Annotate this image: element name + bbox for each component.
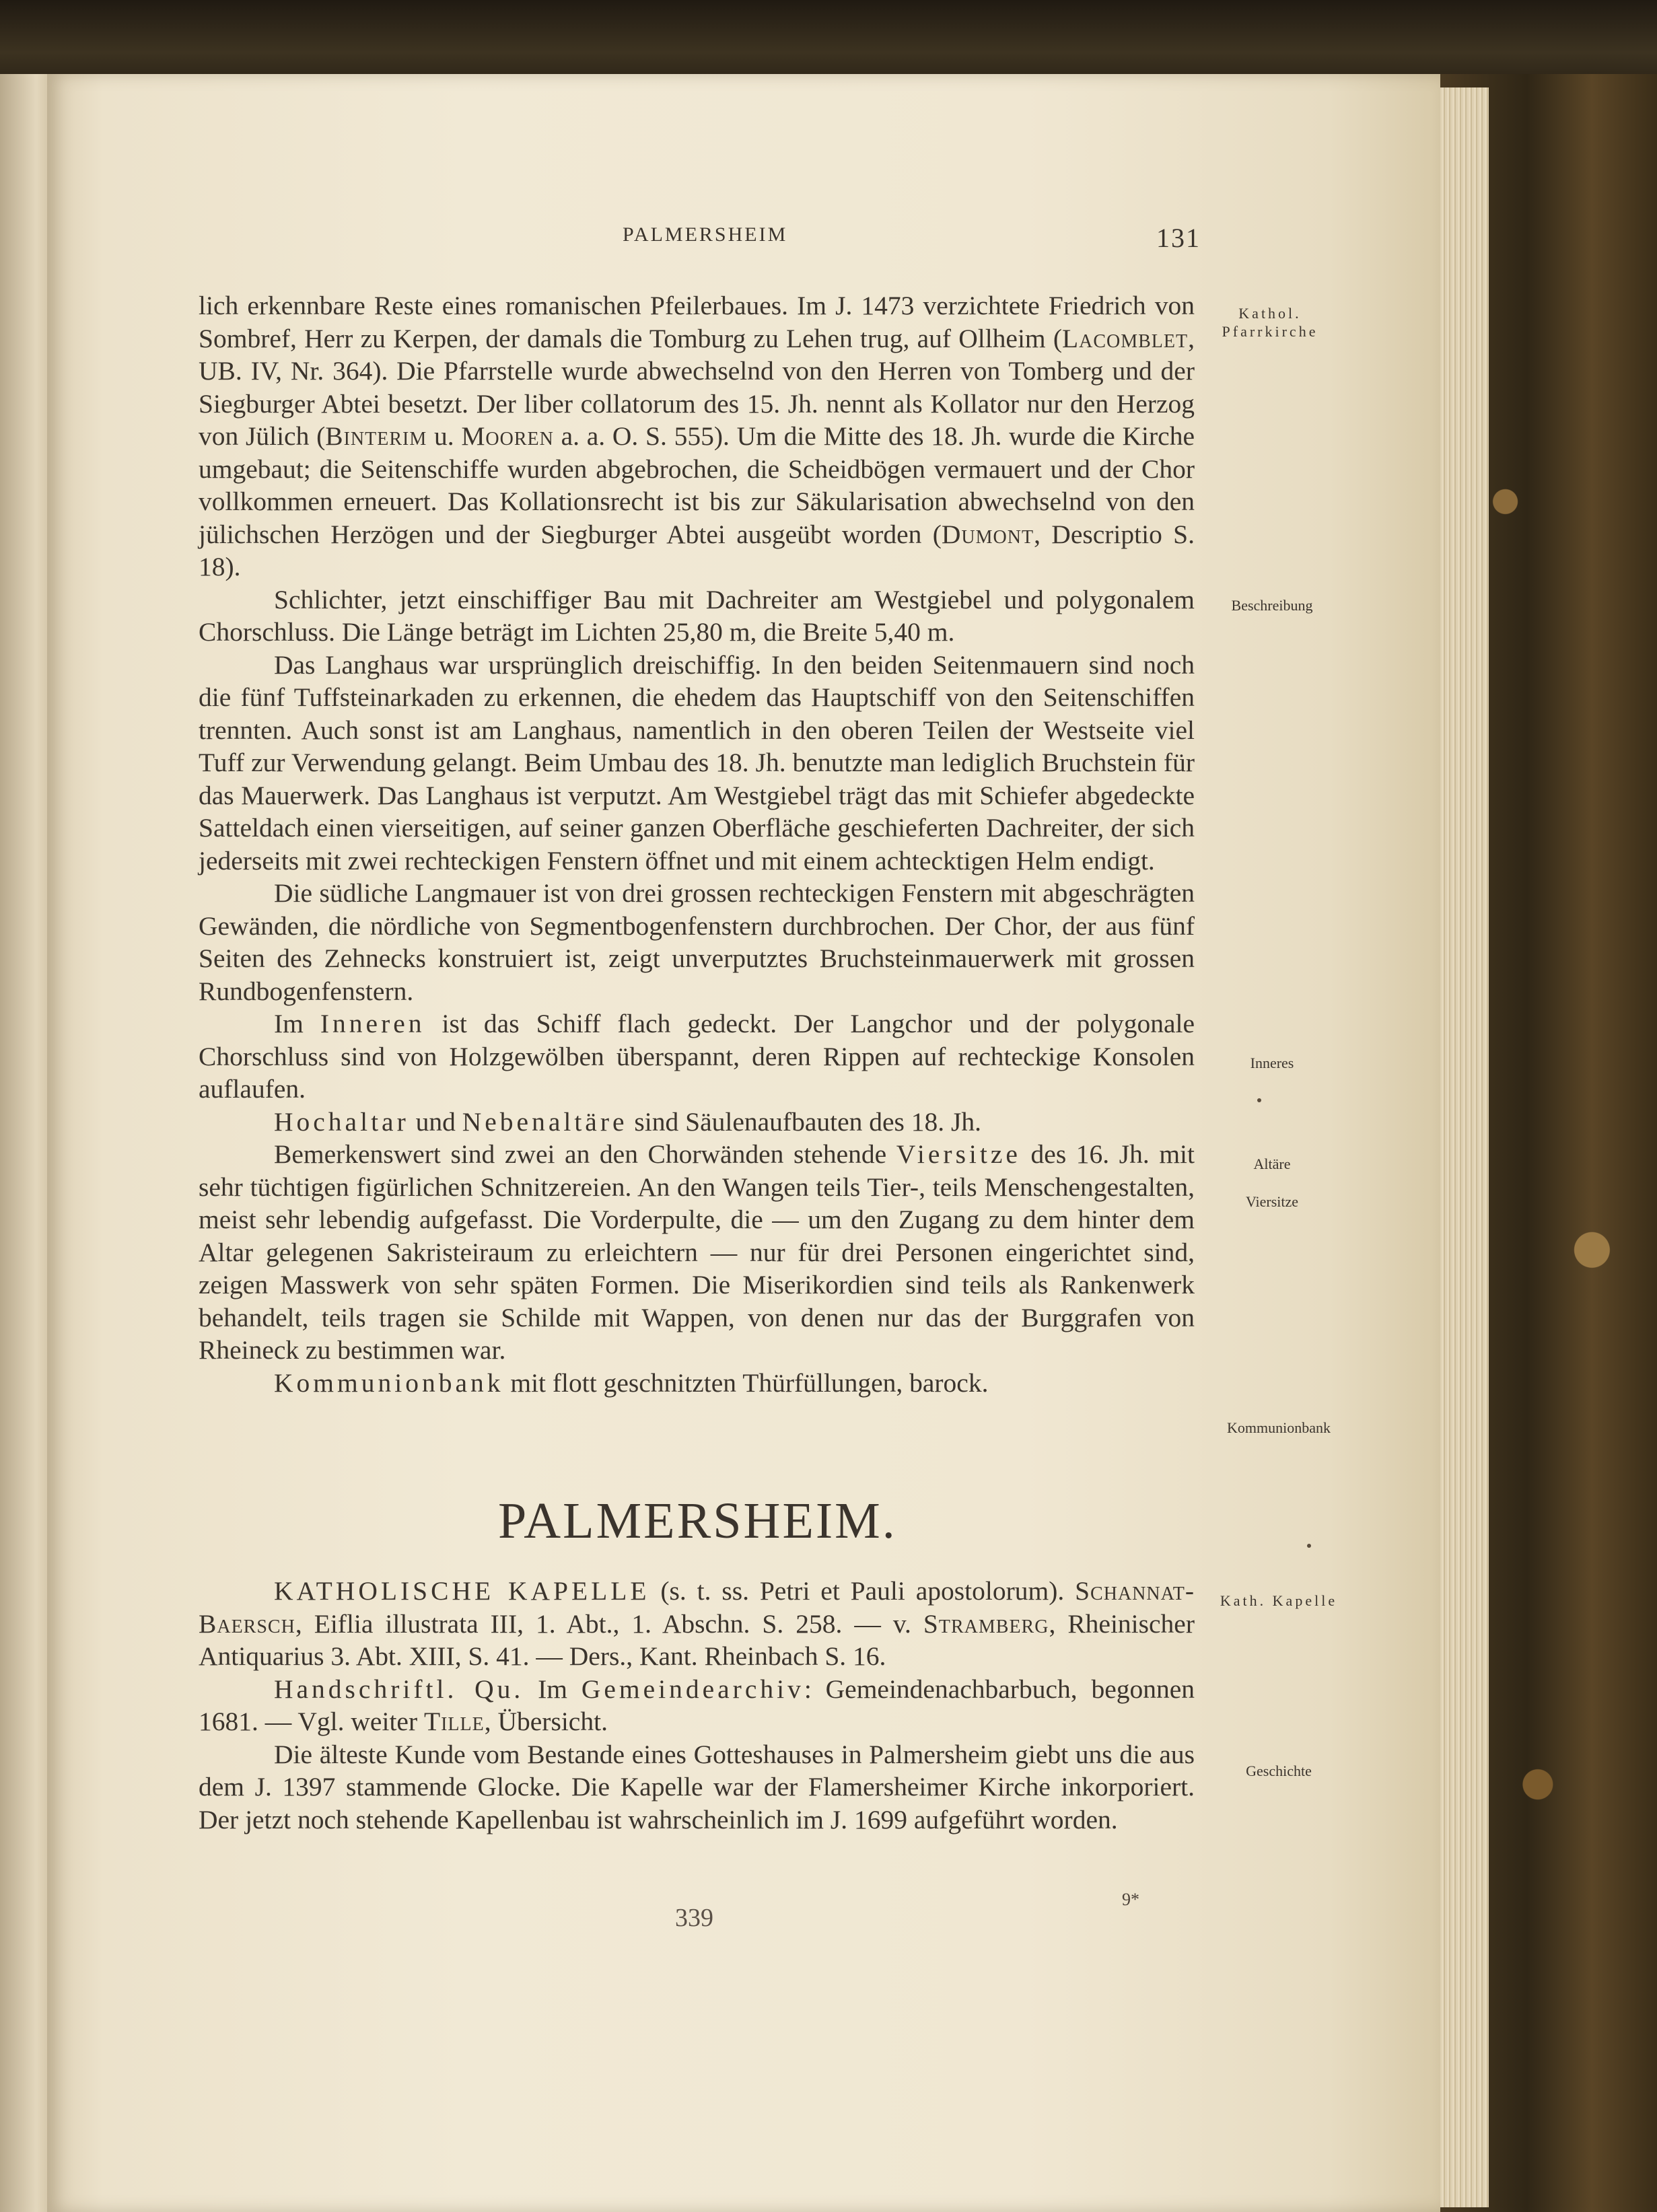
- paragraph-viersitze: [199, 1138, 1195, 1367]
- citation-author: Lacomblet: [1061, 323, 1189, 353]
- text-run: Bemerkenswert sind zwei an den Chorwänden stehende: [274, 1139, 896, 1169]
- margin-note-line: Viersitze: [1245, 1193, 1299, 1210]
- margin-note-kommunionbank: [1198, 1419, 1360, 1437]
- citation-author: Schannat-Baersch: [199, 1576, 1195, 1639]
- paragraph-kapelle-sources: [199, 1575, 1195, 1673]
- margin-note-line: Kathol.: [1238, 305, 1302, 322]
- margin-note-line: Inneres: [1250, 1055, 1294, 1071]
- text-run: und: [409, 1106, 462, 1137]
- ink-speck: [1307, 1544, 1311, 1548]
- text-run: ist das Schiff flach gedeckt. Der Langchor und der polygonale Chorschluss sind von Holzgewölben überspannt, deren Rippen auf rechteckige Konsolen auflaufen.: [199, 1009, 1195, 1104]
- margin-note-kathol-pfarrkirche: [1213, 304, 1327, 341]
- margin-note-line: Altäre: [1253, 1155, 1291, 1172]
- spaced-term: KATHOLISCHE KAPELLE: [274, 1576, 650, 1606]
- section-title: PALMERSHEIM.: [498, 1493, 897, 1549]
- paragraph-history: [199, 289, 1195, 583]
- margin-note-kath-kapelle: [1198, 1592, 1360, 1610]
- spaced-term: Kommunionbank: [274, 1367, 504, 1398]
- paragraph-geschichte: Die älteste Kunde vom Bestande eines Gotteshauses in Palmersheim giebt uns die aus dem J. 1397 stammende Glocke. Die Kapelle war der Flamersheimer Kirche inkorporiert. Der jetzt noch stehende Kapellenbau ist wahrscheinlich im J. 1699 aufgeführt worden.: [199, 1739, 1195, 1834]
- text-run: : Gemeindenachbarbuch, begonnen 1681. — Vgl. weiter: [199, 1674, 1195, 1736]
- citation-author: Tille: [423, 1707, 485, 1736]
- text-run: (s. t. ss. Petri et Pauli apostolorum).: [649, 1576, 1076, 1606]
- paragraph-inneres: [199, 1007, 1195, 1106]
- paragraph-langhaus: Das Langhaus war ursprünglich dreischiffig. In den beiden Seitenmauern sind noch die fünf Tuffsteinarkaden zu erkennen, die ehedem das Hauptschiff von den Seitenschiffen trennten. Auch sonst ist am Langhaus, namentlich in den oberen Teilen der Westseite viel Tuff zur Verwendung gelangt. Beim Umbau des 18. Jh. benutzte man lediglich Bruchstein für das Mauerwerk. Das Langhaus ist verputzt. Am Westgiebel trägt das mit Schiefer abgedeckte Satteldach einen vierseitigen, auf seiner ganzen Oberfläche geschieferten Dachreiter, der sich jederseits mit zwei rechteckigen Fenstern öffnet und mit einem achtecktigen Helm endigt.: [199, 649, 1195, 876]
- folio-number: 131: [1156, 223, 1201, 253]
- margin-note-line: Geschichte: [1246, 1762, 1312, 1779]
- text-run: , Übersicht.: [484, 1707, 608, 1736]
- text-run: , Eiflia illustrata III, 1. Abt., 1. Abschn. S. 258. — v.: [295, 1608, 923, 1639]
- margin-note-line: Pfarrkirche: [1222, 323, 1318, 340]
- text-block-kapelle: [199, 1575, 1195, 1836]
- margin-note-altaere: [1225, 1155, 1319, 1173]
- margin-note-inneres: [1225, 1054, 1319, 1072]
- paragraph-altaere: [199, 1106, 1195, 1139]
- text-block-pfarrkirche: [199, 289, 1195, 1399]
- margin-note-line: Kommunionbank: [1227, 1419, 1331, 1436]
- text-run: sind Säulenaufbauten des 18. Jh.: [627, 1106, 982, 1137]
- text-run: u.: [427, 421, 462, 451]
- margin-note-beschreibung: [1205, 596, 1339, 614]
- paragraph-kommunionbank: [199, 1367, 1195, 1400]
- spaced-term: Nebenaltäre: [462, 1106, 628, 1137]
- text-run: a. a. O. S. 555). Um die Mitte des 18. Jh. wurde die Kirche umgebaut; die Seitenschiffe wurden abgebrochen, die Scheidbögen vermauert und der Chor vollkommen erneuert. Das Kollationsrecht ist bis zur Säkularisation abwechselnd von den jülichschen Herzögen und der Siegburger Abtei ausgeübt worden (: [199, 421, 1195, 549]
- running-head: PALMERSHEIM: [623, 223, 788, 246]
- margin-note-line: Kath. Kapelle: [1220, 1592, 1338, 1609]
- spaced-term: Hochaltar: [274, 1106, 409, 1137]
- citation-author: Mooren: [461, 421, 554, 451]
- paragraph-description: Schlichter, jetzt einschiffiger Bau mit Dachreiter am Westgiebel und polygonalem Chorschluss. Die Länge beträgt im Lichten 25,80 m, die Breite 5,40 m.: [199, 584, 1195, 647]
- margin-note-viersitze: [1218, 1192, 1326, 1211]
- text-run: , UB. IV, Nr. 364). Die Pfarrstelle wurde abwechselnd von den Herren von Tomberg und der Siegburger Abtei besetzt. Der liber collatorum des 15. Jh. nennt als Kollator nur den Herzog von Jülich (: [199, 323, 1195, 451]
- ink-speck: [1257, 1098, 1261, 1102]
- signature-mark: 9*: [1122, 1890, 1139, 1909]
- citation-author: Dumont: [941, 519, 1034, 549]
- text-run: Im: [524, 1674, 581, 1704]
- text-run: mit flott geschnitzten Thürfüllungen, barock.: [503, 1367, 989, 1398]
- paragraph-langmauer: Die südliche Langmauer ist von drei grossen rechteckigen Fenstern mit abgeschrägten Gewänden, die nördliche von Segmentbogenfenstern durchbrochen. Der Chor, der aus fünf Seiten des Zehnecks konstruiert ist, zeigt unverputztes Bruchsteinmauerwerk mit grossen Rundbogenfenstern.: [199, 878, 1195, 1006]
- margin-note-line: Beschreibung: [1231, 597, 1313, 614]
- text-run: Im: [274, 1009, 320, 1038]
- footer-page-number: 339: [675, 1904, 713, 1932]
- text-run: des 16. Jh. mit sehr tüchtigen figürlichen Schnitzereien. An den Wangen teils Tier-, teils Menschengestalten, meist sehr lebendig aufgefasst. Die Vorderpulte, die — um den Zugang zu dem hinter dem Altar gelegenen Sakristeiraum zu erleichtern — nur für drei Personen eingerichtet sind, zeigen Masswerk von sehr späten Formen. Die Miserikordien sind teils als Rankenwerk behandelt, teils tragen sie Schilde mit Wappen, von denen nur das der Burggrafen von Rheineck zu bestimmen war.: [199, 1139, 1195, 1365]
- citation-author: Binterim: [325, 421, 427, 451]
- spaced-term: Handschriftl. Qu.: [274, 1674, 524, 1704]
- spaced-term: Gemeindearchiv: [581, 1674, 804, 1704]
- citation-author: Stramberg: [923, 1608, 1049, 1639]
- text-run: lich erkennbare Reste eines romanischen Pfeilerbaues. Im J. 1473 verzichtete Friedrich von Sombref, Herr zu Kerpen, der damals die Tomburg zu Lehen trug, auf Ollheim (: [199, 291, 1195, 353]
- spaced-term: Viersitze: [896, 1139, 1021, 1169]
- text-run: , Rheinischer Antiquarius 3. Abt. XIII, S. 41. — Ders., Kant. Rheinbach S. 16.: [199, 1608, 1195, 1671]
- spaced-term: Inneren: [320, 1009, 425, 1038]
- margin-note-geschichte: [1211, 1762, 1346, 1780]
- text-run: , Descriptio S. 18).: [199, 519, 1195, 581]
- paragraph-handschriften: [199, 1673, 1195, 1738]
